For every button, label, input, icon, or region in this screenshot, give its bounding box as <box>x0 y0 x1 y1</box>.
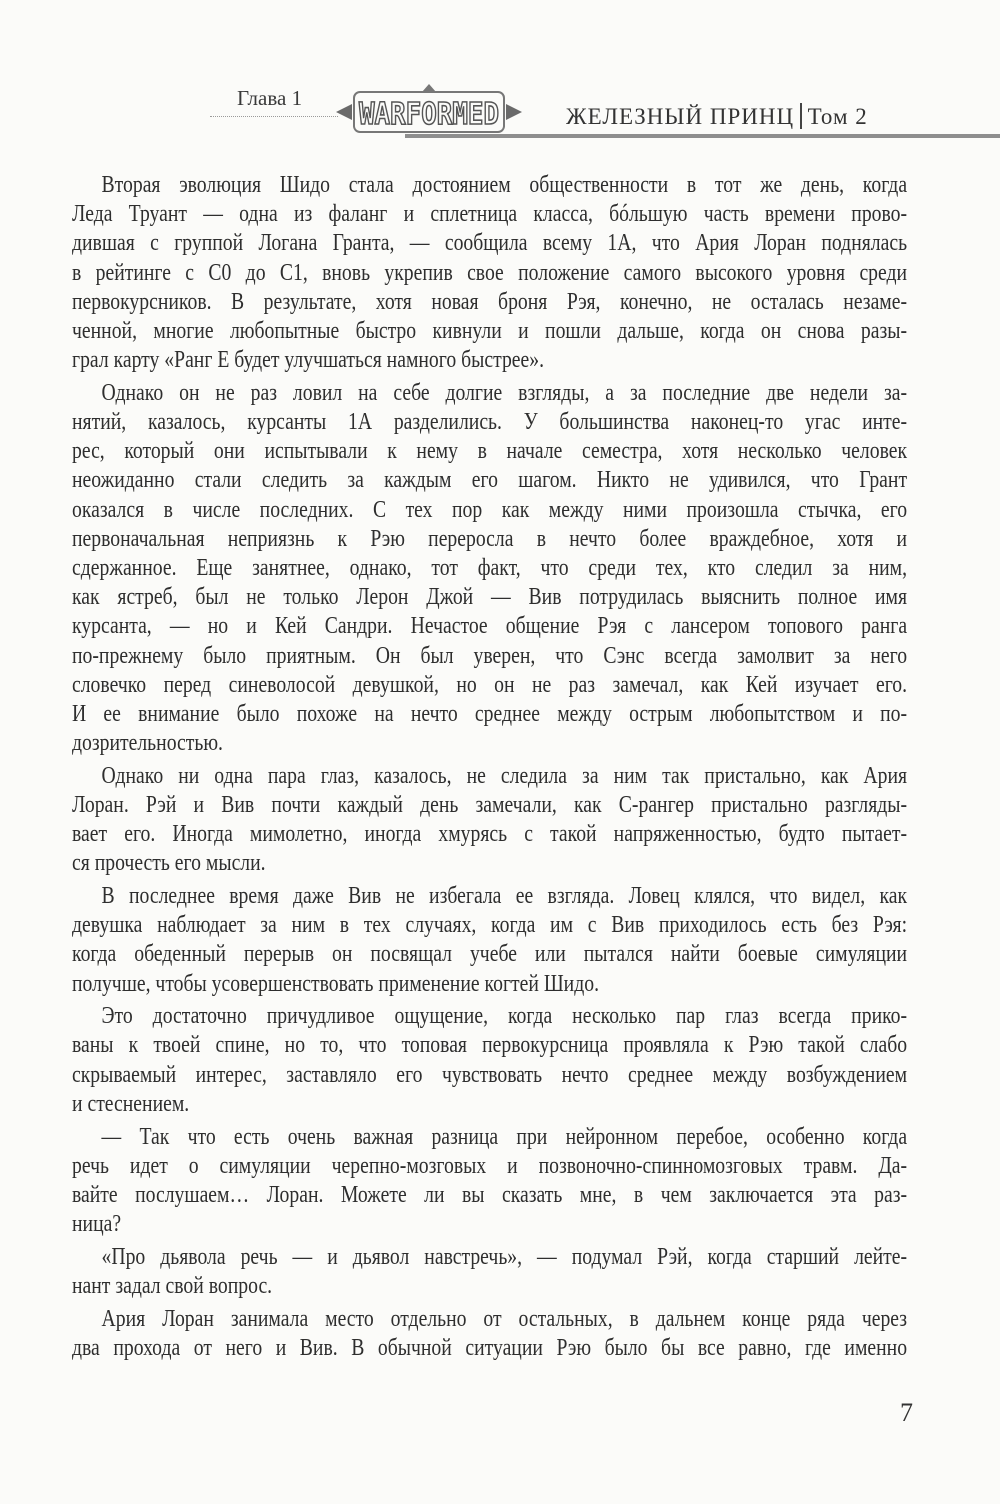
paragraph <box>72 882 907 999</box>
text-line: скрываемый интерес, заставляло его чувствовать нечто среднее между возбуждением <box>72 1061 908 1088</box>
volume-label: Том 2 <box>807 104 868 129</box>
text-line: два прохода от него и Вив. В обычной ситуации Рэю было бы все равно, где именно <box>72 1334 908 1361</box>
text-line: дившая с группой Логана Гранта, — сообщила всему 1А, что Ария Лоран поднялась <box>72 230 908 257</box>
text-line: курсанта, — но и Кей Сандри. Нечастое общение Рэя с лансером топового ранга <box>72 613 908 640</box>
text-line: Ария Лоран занимала место отдельно от остальных, в дальнем конце ряда через <box>101 1305 908 1332</box>
text-line: вает его. Иногда мимолетно, иногда хмурясь с такой напряженностью, будто пытает- <box>72 821 908 848</box>
header-separator <box>800 103 802 129</box>
text-line: В последнее время даже Вив не избегала ее взгляда. Ловец клялся, что видел, как <box>101 883 908 909</box>
text-line: рес, который они испытывали к нему в начале семестра, хотя несколько человек <box>72 438 908 465</box>
text-line: ваны к твоей спине, но то, что топовая первокурсница проявляла к Рэю такой слабо <box>72 1032 908 1059</box>
text-line: Лоран. Рэй и Вив почти каждый день замечали, как C-рангер пристально разгляды- <box>72 791 908 818</box>
text-line: вайте послушаем… Лоран. Можете ли вы сказать мне, в чем заключается эта раз- <box>72 1181 908 1208</box>
text-line: «Про дьявола речь — и дьявол навстречь», — подумал Рэй, когда старший лейте- <box>101 1243 908 1270</box>
text-line: грал карту «Ранг E будет улучшаться намного быстрее». <box>72 347 545 374</box>
svg-text:WARFORMED: WARFORMED <box>359 97 499 132</box>
text-line: по-прежнему было приятным. Он был уверен, что Сэнс всегда замолвит за него <box>72 642 908 669</box>
text-line: Вторая эволюция Шидо стала достоянием общественности в тот же день, когда <box>101 172 908 198</box>
paragraph <box>72 762 907 879</box>
header-dotted-rule <box>210 116 338 117</box>
text-line: нятий, казалось, курсанты 1А разделились. У большинства наконец-то угас инте- <box>72 409 908 435</box>
text-line: когда обеденный перерыв он посвящал учебе или пытался найти боевые симуляции <box>72 941 908 968</box>
text-line: оказался в числе последних. С тех пор как между ними произошла стычка, его <box>72 496 908 523</box>
text-line: первоначальная неприязнь к Рэю переросла в нечто более враждебное, хотя и <box>72 525 908 552</box>
paragraph <box>72 1243 907 1301</box>
text-line: — Так что есть очень важная разница при нейронном перебое, особенно когда <box>101 1123 908 1150</box>
text-line: Однако ни одна пара глаз, казалось, не следила за ним так пристально, как Ария <box>101 762 908 789</box>
text-line: И ее внимание было похоже на нечто среднее между острым любопытством и по- <box>72 700 908 727</box>
book-title: ЖЕЛЕЗНЫЙ ПРИНЦ <box>566 104 795 129</box>
warformed-logo <box>336 82 522 138</box>
text-line: ница? <box>72 1211 122 1238</box>
page-number: 7 <box>900 1398 913 1427</box>
text-line: девушка наблюдает за ним в тех случаях, когда им с Вив приходилось есть без Рэя: <box>72 912 908 939</box>
paragraph <box>72 1123 907 1240</box>
text-line: речь идет о симуляции черепно-мозговых и позвоночно-спинномозговых травм. Да- <box>72 1152 908 1179</box>
text-line: сдержанное. Еще занятнее, однако, тот факт, что среди тех, кто следил за ним, <box>72 554 908 581</box>
text-line: словечко перед синеволосой девушкой, но он не раз замечал, как Кей изучает его. <box>72 671 908 698</box>
text-line: ся прочесть его мысли. <box>72 850 266 877</box>
text-line: нант задал свой вопрос. <box>72 1272 273 1299</box>
text-line: неожиданно стали следить за каждым его шагом. Никто не удивился, что Грант <box>72 467 908 494</box>
running-head-chapter: Глава 1 <box>237 86 303 110</box>
running-head-title <box>566 103 868 130</box>
text-line: Это достаточно причудливое ощущение, когда несколько пар глаз всегда прико- <box>101 1003 908 1030</box>
text-line: Леда Труант — одна из фаланг и сплетница класса, бóльшую часть времени прово- <box>72 201 908 228</box>
paragraph <box>72 1002 907 1119</box>
text-line: ченной, многие любопытные быстро кивнули и пошли дальше, когда он снова разы- <box>72 317 908 344</box>
text-line: получше, чтобы усовершенствовать применение когтей Шидо. <box>72 970 600 997</box>
text-line: дозрительностью. <box>72 730 223 757</box>
paragraph <box>72 1305 907 1363</box>
text-line: первокурсников. В результате, хотя новая броня Рэя, конечно, не осталась незаме- <box>72 288 908 315</box>
text-line: в рейтинге с C0 до C1, вновь укрепив свое положение самого высокого уровня среди <box>72 259 908 286</box>
text-line: Однако он не раз ловил на себе долгие взгляды, а за последние две недели за- <box>101 379 908 406</box>
text-line: как ястреб, был не только Лерон Джой — Вив потрудилась выяснить полное имя <box>72 584 908 611</box>
text-line: и стеснением. <box>72 1090 190 1117</box>
body-text <box>72 171 907 1367</box>
paragraph <box>72 379 907 758</box>
paragraph <box>72 171 907 375</box>
header-rule <box>405 134 1000 138</box>
